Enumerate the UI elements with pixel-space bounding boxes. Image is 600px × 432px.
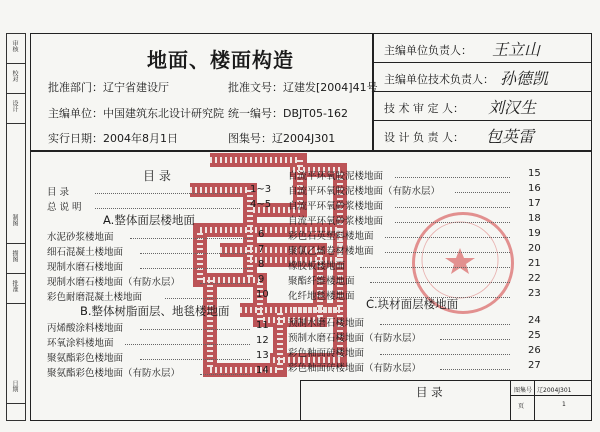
toc-item[interactable]: 目 录 (47, 187, 70, 198)
binding-label: 批准 (11, 280, 18, 292)
footer-row-line (510, 395, 592, 396)
toc-page: 24 (528, 315, 541, 326)
toc-item[interactable]: 环氧涂料楼地面 (47, 338, 114, 349)
binding-label: 描图 (11, 250, 18, 262)
page-title: 地面、楼面构造 (147, 48, 294, 72)
toc-item[interactable]: 彩色耐磨混凝土楼地面 (47, 292, 143, 303)
resp-label: 技 术 审 定 人： (384, 102, 464, 115)
toc-page: 13 (256, 350, 269, 361)
toc-page: 15 (528, 168, 541, 179)
footer-divider (510, 380, 511, 421)
toc-item[interactable]: 现制水磨石楼地面（有防水层） (47, 277, 181, 288)
footer-top-line (300, 380, 592, 381)
signature: 王立山 (492, 40, 541, 59)
toc-item[interactable]: 细石混凝土楼地面 (47, 247, 124, 258)
footer-page-label: 页 (518, 403, 525, 410)
toc-page: 25 (528, 330, 541, 341)
unified-code: 统一编号：DBJT05-162 (228, 107, 348, 120)
section-a-title: A.整体面层楼地面 (103, 213, 195, 227)
toc-item[interactable]: 聚氨酯彩色楼地面（有防水层） (47, 368, 181, 379)
atlas-number: 图集号：辽2004J301 (228, 132, 336, 145)
toc-item[interactable]: 现制水磨石楼地面 (47, 262, 124, 273)
effective-date: 实行日期：2004年8月1日 (48, 132, 178, 145)
toc-page: 23 (528, 288, 541, 299)
section-b-title: B.整体树脂面层、地毯楼地面 (80, 304, 230, 318)
toc-page: 4~5 (250, 199, 272, 210)
toc-page: 6 (258, 229, 265, 240)
toc-item[interactable]: 自流平环氧胶泥楼地面（有防水层） (288, 186, 441, 197)
toc-page: 22 (528, 273, 541, 284)
toc-page: 20 (528, 243, 541, 254)
toc-item[interactable]: 聚氯乙烯卷材楼地面 (288, 246, 374, 257)
toc-page: 21 (528, 258, 541, 269)
toc-item[interactable]: 化纤地毯楼地面 (288, 291, 355, 302)
signature: 刘汉生 (488, 98, 537, 117)
toc-page: 14 (256, 365, 269, 376)
toc-item[interactable]: 自流平环氧砂浆楼地面 (288, 216, 384, 227)
toc-item[interactable]: 橡胶板楼地面 (288, 261, 346, 272)
toc-page: 9 (258, 274, 265, 285)
binding-label: 设计 (11, 100, 18, 112)
binding-strip (6, 33, 26, 421)
resp-label: 设 计 负 责 人： (384, 131, 464, 144)
footer-divider (534, 380, 535, 421)
toc-item[interactable]: 总 说 明 (47, 202, 82, 213)
toc-item[interactable]: 丙烯酸涂料楼地面 (47, 323, 124, 334)
signature: 孙德凯 (500, 69, 549, 88)
toc-page: 19 (528, 228, 541, 239)
section-c-title: C.块材面层楼地面 (366, 297, 459, 311)
footer-title: 目 录 (416, 385, 443, 399)
footer-atlas-label: 图集号 (514, 387, 533, 394)
resp-row-divider (372, 91, 592, 92)
toc-page: 16 (528, 183, 541, 194)
toc-item[interactable]: 彩色石英塑料楼地面 (288, 231, 374, 242)
toc-page: 17 (528, 198, 541, 209)
binding-label: 制图 (11, 214, 18, 226)
toc-item[interactable]: 聚氨酯彩色楼地面 (47, 353, 124, 364)
toc-page: 26 (528, 345, 541, 356)
resp-label: 主编单位技术负责人： (384, 73, 494, 86)
binding-label: 校对 (11, 70, 18, 82)
signature: 包英雷 (486, 127, 535, 146)
resp-row-divider (372, 62, 592, 63)
toc-item[interactable]: 聚酯纤维楼地面 (288, 276, 355, 287)
editing-unit: 主编单位：中国建筑东北设计研究院 (48, 107, 224, 120)
toc-page: 7 (258, 244, 265, 255)
approval-dept: 批准部门：辽宁省建设厅 (48, 81, 169, 94)
toc-item[interactable]: 自流平环氧砂浆楼地面 (288, 201, 384, 212)
toc-page: 12 (256, 335, 269, 346)
toc-heading: 目 录 (143, 169, 171, 183)
toc-item[interactable]: 自流平环氧胶泥楼地面 (288, 171, 384, 182)
binding-label: 审核 (11, 40, 18, 52)
toc-page: 10 (256, 289, 269, 300)
toc-page: 1~3 (250, 184, 272, 195)
footer-left-line (300, 380, 301, 421)
footer-atlas-value: 辽2004J301 (537, 387, 572, 394)
toc-page: 27 (528, 360, 541, 371)
resp-row-divider (372, 120, 592, 121)
toc-page: 18 (528, 213, 541, 224)
binding-label: 日期 (11, 380, 18, 392)
toc-page: 11 (256, 320, 269, 331)
toc-item[interactable]: 水泥砂浆楼地面 (47, 232, 114, 243)
footer-page-value: 1 (562, 401, 566, 408)
approval-doc: 批准文号：辽建发[2004]41号 (228, 81, 378, 94)
toc-item[interactable]: 预制水磨石楼地面 (288, 318, 365, 329)
toc-item[interactable]: 预制水磨石楼地面（有防水层） (288, 333, 422, 344)
toc-item[interactable]: 彩色釉面砖楼地面（有防水层） (288, 363, 422, 374)
toc-item[interactable]: 彩色釉面砖楼地面 (288, 348, 365, 359)
resp-label: 主编单位负责人： (384, 44, 472, 57)
toc-page: 8 (258, 259, 265, 270)
